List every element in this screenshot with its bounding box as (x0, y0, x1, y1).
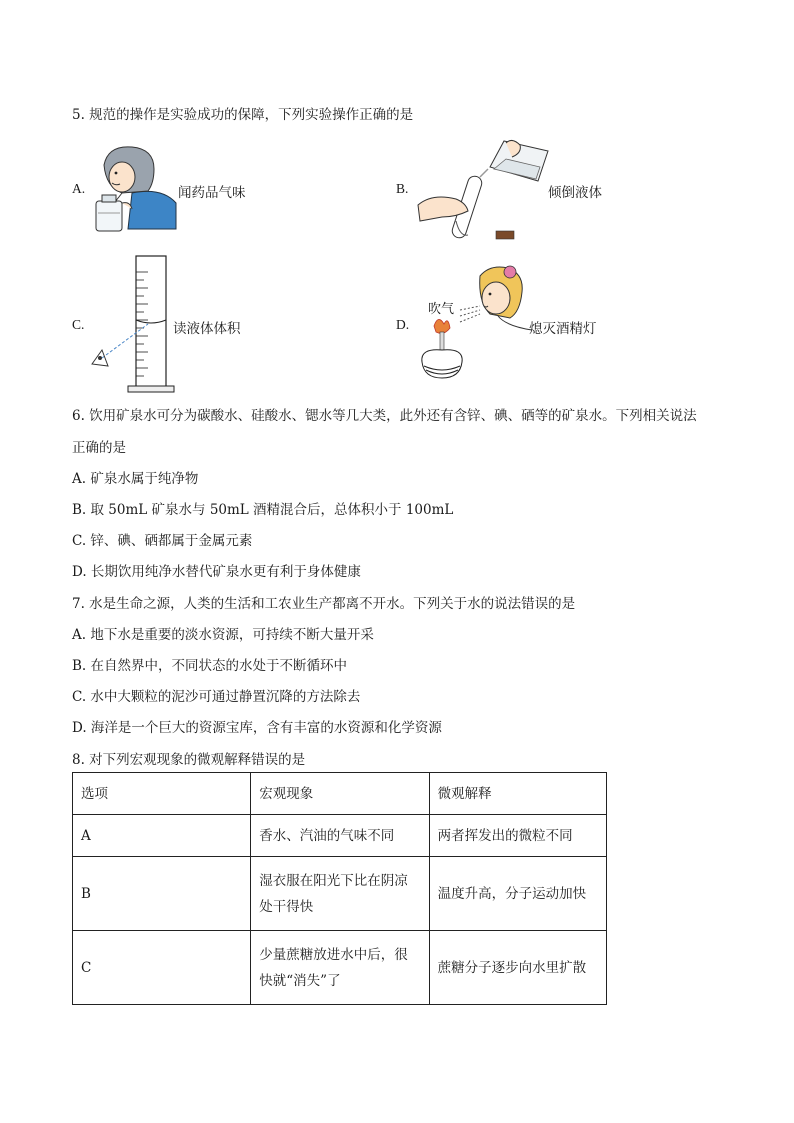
table-cell-option: C (73, 931, 251, 1005)
table-cell-phenomenon: 少量蔗糖放进水中后，很 快就“消失”了 (251, 931, 429, 1005)
q5-option-b-letter: B. (396, 181, 409, 196)
q5-option-c-caption: 读液体体积 (173, 321, 241, 337)
q5-option-a-caption: 闻药品气味 (178, 185, 246, 201)
question-8-stem: 8. 对下列宏观现象的微观解释错误的是 (72, 752, 306, 768)
q7-option-c: C. 水中大颗粒的泥沙可通过静置沉降的方法除去 (72, 689, 361, 705)
table-cell-explanation: 两者挥发出的微粒不同 (429, 815, 606, 857)
table-cell-phenomenon: 香水、汽油的气味不同 (251, 815, 429, 857)
table-row (73, 857, 607, 931)
q7-option-b: B. 在自然界中，不同状态的水处于不断循环中 (72, 658, 348, 674)
q5-option-c-letter: C. (72, 317, 85, 332)
smelling-chemical-illustration (92, 143, 178, 235)
blowing-out-lamp-illustration (414, 262, 534, 386)
table-cell-phenomenon: 湿衣服在阳光下比在阴凉 处干得快 (251, 857, 429, 931)
q7-option-d: D. 海洋是一个巨大的资源宝库，含有丰富的水资源和化学资源 (72, 720, 442, 736)
table-header-phenomenon: 宏观现象 (251, 773, 429, 815)
q6-option-c: C. 锌、碘、硒都属于金属元素 (72, 533, 253, 549)
question-6-stem-line1: 6. 饮用矿泉水可分为碳酸水、硅酸水、锶水等几大类，此外还有含锌、碘、硒等的矿泉水。下列相关说法 (72, 408, 697, 424)
q6-option-b: B. 取 50mL 矿泉水与 50mL 酒精混合后，总体积小于 100mL (72, 502, 454, 518)
q5-option-d-figure-label: 吹气 (428, 302, 455, 317)
table-row (73, 815, 607, 857)
q5-option-a-letter: A. (72, 181, 86, 196)
table-cell-option: A (73, 815, 251, 857)
graduated-cylinder-illustration (88, 254, 178, 396)
q6-option-d: D. 长期饮用纯净水替代矿泉水更有利于身体健康 (72, 564, 361, 580)
question-6-stem-line2: 正确的是 (72, 440, 126, 456)
q7-option-a: A. 地下水是重要的淡水资源，可持续不断大量开采 (72, 627, 374, 643)
question-5-stem: 5. 规范的操作是实验成功的保障，下列实验操作正确的是 (72, 107, 414, 123)
pouring-liquid-illustration (416, 137, 550, 249)
question-7-stem: 7. 水是生命之源，人类的生活和工农业生产都离不开水。下列关于水的说法错误的是 (72, 596, 576, 612)
table-header-option: 选项 (73, 773, 251, 815)
table-header-row (73, 773, 607, 815)
q6-option-a: A. 矿泉水属于纯净物 (72, 471, 199, 487)
table-row (73, 931, 607, 1005)
table-header-explanation: 微观解释 (429, 773, 606, 815)
table-cell-explanation: 温度升高，分子运动加快 (429, 857, 606, 931)
q8-table (72, 772, 607, 1005)
table-cell-option: B (73, 857, 251, 931)
q5-option-d-letter: D. (396, 317, 410, 332)
q5-option-b-caption: 倾倒液体 (548, 185, 602, 201)
q5-option-d-caption: 熄灭酒精灯 (529, 321, 597, 337)
table-cell-explanation: 蔗糖分子逐步向水里扩散 (429, 931, 606, 1005)
